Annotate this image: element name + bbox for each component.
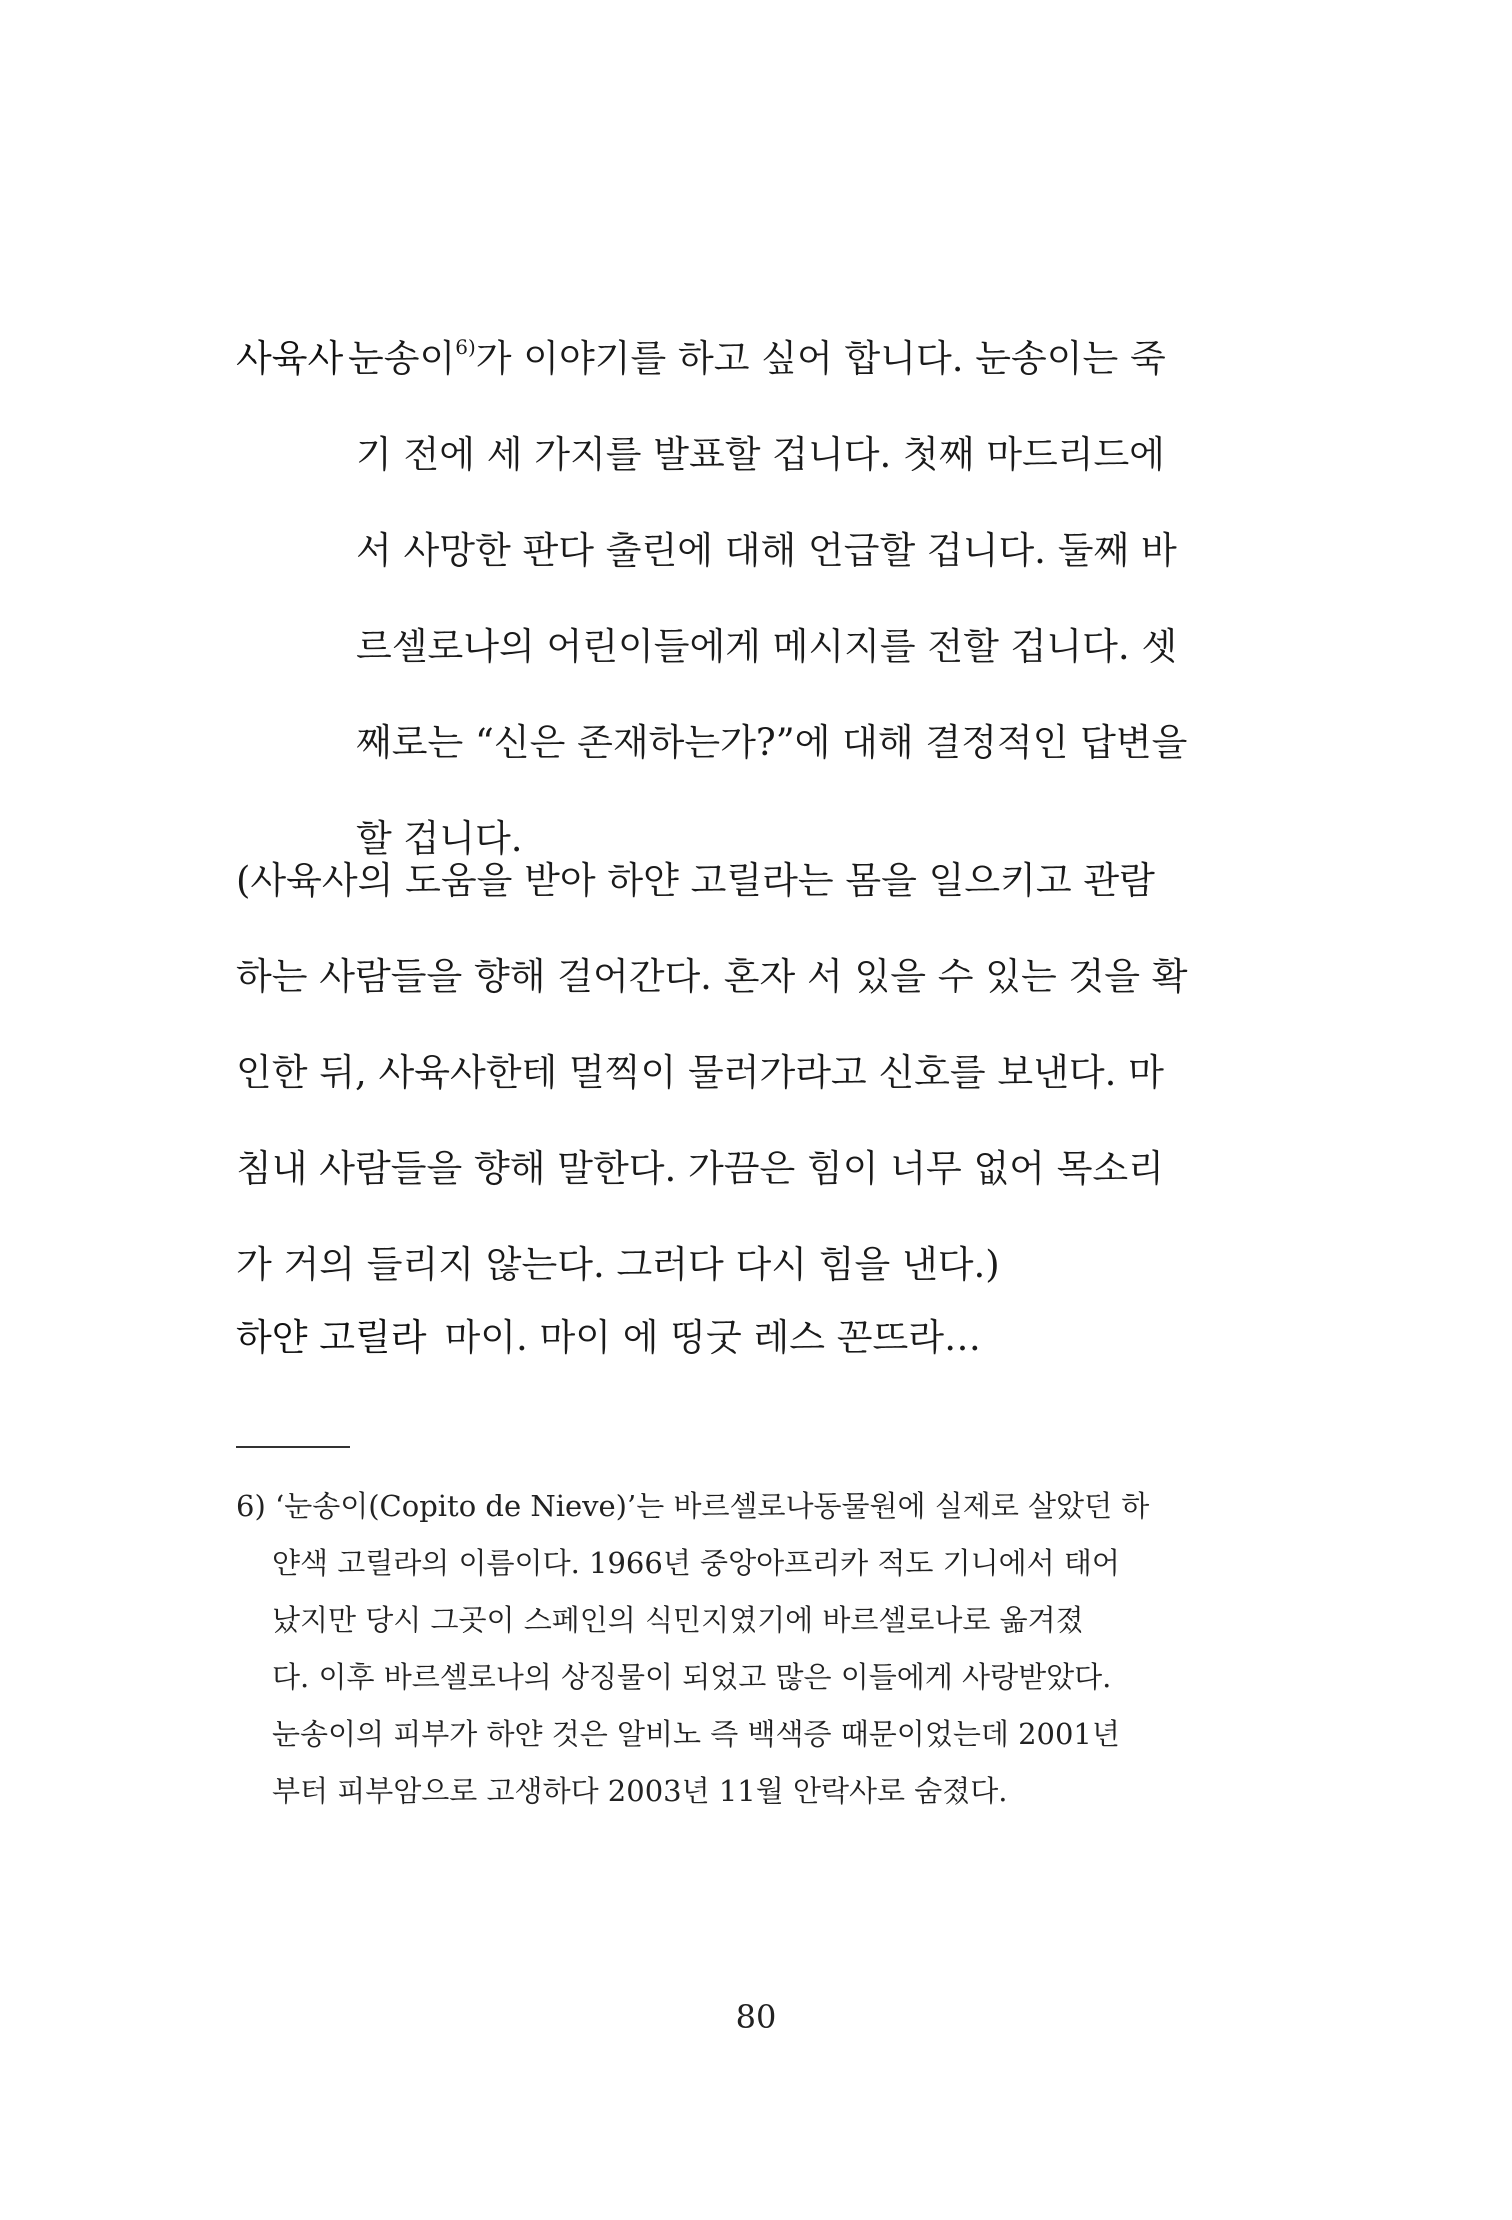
speech-line-rest: 가 이야기를 하고 싶어 합니다. 눈송이는 죽: [475, 337, 1166, 380]
speech-line: 할 겁니다.: [356, 817, 523, 860]
speech-line: 서 사망한 판다 출린에 대해 언급할 겁니다. 둘째 바: [356, 529, 1177, 572]
stage-line: 하는 사람들을 향해 걸어간다. 혼자 서 있을 수 있는 것을 확: [236, 955, 1188, 998]
speech-line: [236, 311, 1170, 407]
footnote-line: 다. 이후 바르셀로나의 상징물이 되었고 많은 이들에게 사랑받았다.: [272, 1660, 1112, 1694]
footnote-divider: [236, 1446, 350, 1448]
speech-text: [236, 311, 1188, 887]
speaker-name: 하얀 고릴라: [236, 1316, 427, 1359]
stage-line: 침내 사람들을 향해 말한다. 가끔은 힘이 너무 없어 목소리: [236, 1147, 1164, 1190]
stage-line: 인한 뒤, 사육사한테 멀찍이 물러가라고 신호를 보낸다. 마: [236, 1051, 1164, 1094]
footnote-line: 부터 피부암으로 고생하다 2003년 11월 안락사로 숨졌다.: [272, 1774, 1008, 1808]
speaker-name: 사육사: [236, 337, 344, 380]
stage-line: (사육사의 도움을 받아 하얀 고릴라는 몸을 일으키고 관람: [236, 859, 1155, 902]
footnote-line: 6) ‘눈송이(Copito de Nieve)’는 바르셀로나동물원에 실제로 살았던 하: [236, 1489, 1150, 1523]
footnote-line: 얀색 고릴라의 이름이다. 1966년 중앙아프리카 적도 기니에서 태어: [272, 1546, 1120, 1580]
dialogue-keeper: [236, 311, 1188, 887]
page-number: 80: [735, 1998, 777, 2036]
dialogue-white-gorilla: [236, 1290, 1170, 1386]
stage-line: 가 거의 들리지 않는다. 그러다 다시 힘을 낸다.): [236, 1243, 1000, 1286]
footnote-line: 눈송이의 피부가 하얀 것은 알비노 즉 백색증 때문이었는데 2001년: [272, 1717, 1120, 1751]
footnote-line: 났지만 당시 그곳이 스페인의 식민지였기에 바르셀로나로 옮겨졌: [272, 1603, 1084, 1637]
footnote: [236, 1478, 1170, 1820]
speech-line: 째로는 “신은 존재하는가?”에 대해 결정적인 답변을: [356, 721, 1188, 764]
footnote-reference[interactable]: 6): [455, 335, 476, 359]
speech-line: 기 전에 세 가지를 발표할 겁니다. 첫째 마드리드에: [356, 433, 1165, 476]
speech-line: 르셀로나의 어린이들에게 메시지를 전할 겁니다. 셋: [356, 625, 1178, 668]
stage-direction: [236, 833, 1188, 1313]
speech-line-start: 눈송이: [348, 337, 456, 380]
speech-text: 마이. 마이 에 띵굿 레스 꼰뜨라…: [444, 1316, 981, 1359]
